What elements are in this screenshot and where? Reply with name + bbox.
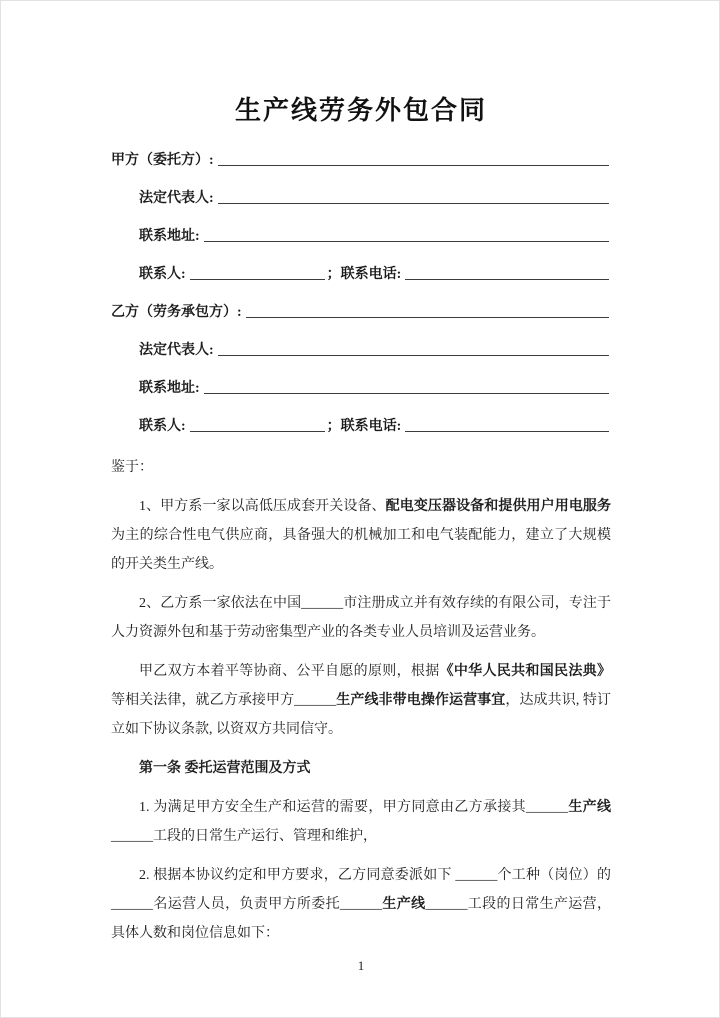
contract-body [111,453,611,948]
text-run: ，达成共识, 特订立如下协议条款, 以资双方共同信守。 [111,693,612,737]
text-run: 第一条 委托运营范围及方式 [139,761,311,776]
text-run: 为主的综合性电气供应商，具备强大的机械加工和电气装配能力，建立了大规模的开关类生产线。 [111,528,611,572]
whereas-lead [111,453,611,482]
text-run: 甲乙双方本着平等协商、公平自愿的原则，根据 [139,664,440,679]
page-number: 1 [357,958,365,973]
emphasis-text: 生产线非带电操作运营事宜 [336,693,506,708]
blank-underline [218,355,609,356]
blank-underline [405,431,609,432]
party-a-address-row [139,215,611,253]
article-1-item-2 [111,861,611,948]
field-label: 联系人: [139,419,186,434]
blank-underline [218,165,609,166]
field-label: 联系地址: [139,229,200,244]
field-label: 法定代表人: [139,343,214,358]
contract-parties-form [111,139,611,443]
field-label: 联系人: [139,267,186,282]
document-title: 生产线劳务外包合同 [234,95,487,125]
emphasis-text: 生产线 [568,800,611,815]
text-run: 2. 根据本协议约定和甲方要求，乙方同意委派如下 ______个工种（岗位）的______名运营人员，负责甲方所委托______ [111,868,611,912]
party-b-contact-row [139,405,611,443]
party-b-address-row [139,367,611,405]
blank-underline [190,431,325,432]
text-run: 鉴于： [111,460,153,475]
text-run: 等相关法律，就乙方承接甲方______ [111,693,337,708]
blank-underline [246,317,609,318]
blank-underline [218,203,609,204]
field-label: ；联系电话: [326,267,402,282]
blank-underline [405,279,609,280]
party-a-legal-rep-row [139,177,611,215]
blank-underline [204,393,609,394]
text-run: ______工段的日常生产运行、管理和维护， [111,829,377,844]
party-b-row [111,291,611,329]
article-1-heading [111,754,611,783]
whereas-item-3 [111,657,611,744]
whereas-item-2 [111,589,611,647]
text-run: 2、乙方系一家依法在中国______市注册成立并有效存续的有限公司，专注于人力资源外包和基于劳动密集型产业的各类专业人员培训及运营业务。 [111,596,611,640]
text-run: 1、甲方系一家以高低压成套开关设备、 [139,499,386,514]
whereas-item-1 [111,492,611,579]
field-label: 联系地址: [139,381,200,396]
text-run: ______工段的日常生产运营，具体人数和岗位信息如下： [111,897,612,941]
field-label: ；联系电话: [326,419,402,434]
field-label: 甲方（委托方）: [111,153,214,168]
field-label: 法定代表人: [139,191,214,206]
party-b-legal-rep-row [139,329,611,367]
party-a-contact-row [139,253,611,291]
emphasis-text: 《中华人民共和国民法典》 [439,664,611,679]
party-a-row [111,139,611,177]
article-1-item-1 [111,793,611,851]
emphasis-text: 配电变压器设备和提供用户用电服务 [385,499,612,514]
text-run: 1. 为满足甲方安全生产和运营的需要，甲方同意由乙方承接其______ [139,800,568,815]
blank-underline [190,279,325,280]
field-label: 乙方（劳务承包方）: [111,305,242,320]
emphasis-text: 生产线 [382,897,426,912]
blank-underline [204,241,609,242]
